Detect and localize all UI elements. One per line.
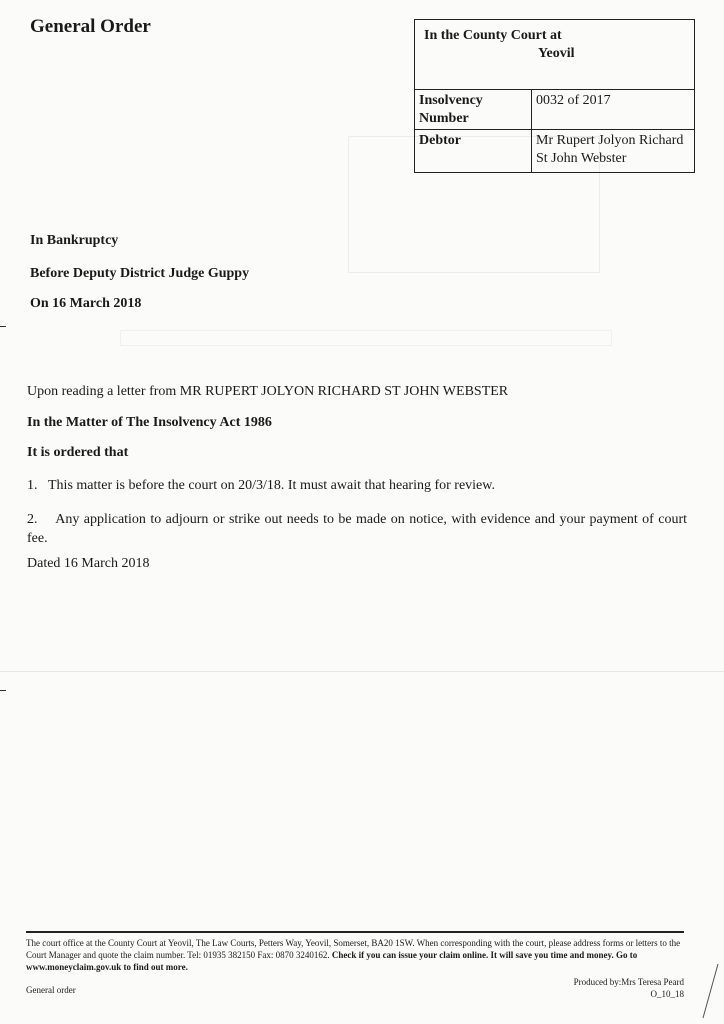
order-item-text: This matter is before the court on 20/3/18. It must await that hearing for review. bbox=[48, 478, 495, 493]
margin-mark bbox=[0, 690, 6, 691]
margin-mark bbox=[0, 326, 6, 327]
insolvency-number-label: Insolvency Number bbox=[415, 90, 532, 129]
form-name: General order bbox=[26, 985, 76, 995]
court-header bbox=[415, 20, 694, 90]
court-details-box bbox=[414, 19, 695, 173]
pen-stroke-mark bbox=[700, 962, 720, 1022]
order-item bbox=[27, 478, 707, 494]
matter-heading: In the Matter of The Insolvency Act 1986 bbox=[27, 415, 272, 430]
dated-line: Dated 16 March 2018 bbox=[27, 556, 150, 571]
order-item-number: 1. bbox=[27, 478, 38, 493]
order-item-number: 2. bbox=[27, 512, 38, 527]
order-item bbox=[27, 510, 687, 548]
debtor-row bbox=[415, 130, 694, 173]
debtor-label: Debtor bbox=[415, 130, 532, 173]
fold-line bbox=[0, 671, 724, 672]
insolvency-number-value: 0032 of 2017 bbox=[536, 93, 611, 108]
footer-office-address: The court office at the County Court at Yeovil, The Law Courts, Petters Way, Yeovil, Somerset, BA20 1SW. When corresponding with the court, please address forms or letters to the Court Manager and quote the claim number. Tel: 01935 382150 Fax: 0870 3240162. bbox=[26, 938, 681, 960]
order-date-line: On 16 March 2018 bbox=[30, 296, 142, 311]
ordered-heading: It is ordered that bbox=[27, 445, 129, 460]
court-name: Yeovil bbox=[538, 46, 575, 61]
upon-reading-text: Upon reading a letter from MR RUPERT JOLYON RICHARD ST JOHN WEBSTER bbox=[27, 384, 509, 399]
footer-rule bbox=[26, 931, 684, 933]
footer-online-notice: Check if you can issue your claim online. It will save you time and money. Go to www.moneyclaim.gov.uk to find out more. bbox=[26, 950, 638, 972]
show-through-band bbox=[120, 330, 612, 346]
insolvency-number-row bbox=[415, 90, 694, 130]
footer-office-text bbox=[26, 937, 684, 973]
court-label: In the County Court at bbox=[424, 28, 562, 43]
form-code: O_10_18 bbox=[650, 989, 684, 999]
footer-production bbox=[574, 976, 684, 1000]
order-item-text: Any application to adjourn or strike out needs to be made on notice, with evidence and your payment of court fee. bbox=[27, 512, 688, 546]
judge-line: Before Deputy District Judge Guppy bbox=[30, 266, 250, 281]
produced-by: Produced by:Mrs Teresa Peard bbox=[573, 977, 684, 987]
proceeding-type: In Bankruptcy bbox=[30, 233, 119, 248]
debtor-value: Mr Rupert Jolyon Richard St John Webster bbox=[536, 133, 684, 166]
document-title: General Order bbox=[30, 16, 151, 37]
